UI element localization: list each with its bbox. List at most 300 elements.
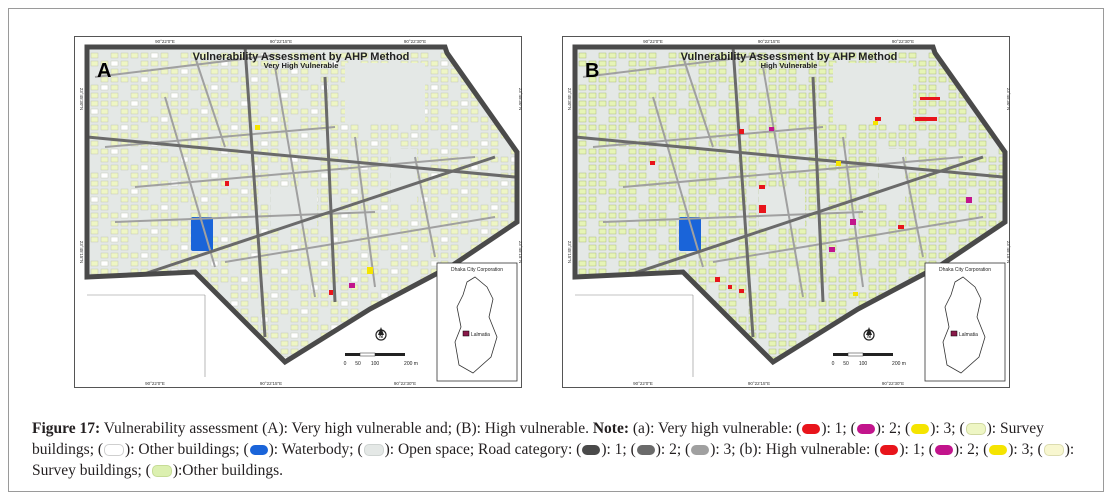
building — [659, 165, 666, 170]
building — [101, 341, 108, 346]
building — [759, 293, 766, 298]
building — [619, 181, 626, 186]
building — [999, 53, 1006, 58]
building — [211, 301, 218, 306]
inset-map — [437, 263, 517, 381]
building — [291, 309, 298, 314]
building — [201, 141, 208, 146]
building — [371, 173, 378, 178]
building — [501, 205, 508, 210]
building — [659, 85, 666, 90]
building — [979, 197, 986, 202]
tick-label: 90°22'0"E — [145, 381, 165, 386]
building — [919, 189, 926, 194]
building — [689, 205, 696, 210]
building — [579, 237, 586, 242]
building — [649, 301, 656, 306]
building — [679, 341, 686, 346]
building — [709, 349, 716, 354]
building — [959, 197, 966, 202]
building — [619, 285, 626, 290]
building — [729, 229, 736, 234]
building — [521, 149, 523, 154]
building — [301, 109, 308, 114]
building — [381, 181, 388, 186]
building — [381, 277, 388, 282]
building — [301, 309, 308, 314]
building — [441, 229, 448, 234]
building — [689, 357, 696, 362]
building — [121, 309, 128, 314]
building — [521, 293, 523, 298]
building — [151, 205, 158, 210]
building — [1009, 213, 1011, 218]
building — [161, 109, 168, 114]
building — [659, 309, 666, 314]
building — [589, 189, 596, 194]
building — [521, 341, 523, 346]
panel-letter: B — [585, 60, 600, 82]
building — [909, 173, 916, 178]
building — [909, 285, 916, 290]
building — [111, 245, 118, 250]
building — [91, 117, 98, 122]
building — [919, 213, 926, 218]
building — [629, 365, 636, 370]
building — [211, 269, 218, 274]
building — [859, 141, 866, 146]
building — [241, 341, 248, 346]
building — [101, 301, 108, 306]
vulnerable-building — [650, 161, 655, 165]
building — [879, 261, 886, 266]
building — [589, 245, 596, 250]
scale-segment — [848, 353, 863, 356]
building — [211, 341, 218, 346]
building — [261, 157, 268, 162]
north-arrow-icon — [376, 327, 386, 340]
building — [111, 77, 118, 82]
building — [719, 237, 726, 242]
building — [521, 333, 523, 338]
building — [361, 253, 368, 258]
building — [131, 93, 138, 98]
map-subtitle: High Vulnerable — [760, 61, 818, 70]
building — [271, 93, 278, 98]
building — [191, 77, 198, 82]
building — [649, 205, 656, 210]
building — [521, 205, 523, 210]
building — [151, 77, 158, 82]
building — [221, 125, 228, 130]
building — [341, 277, 348, 282]
building — [141, 245, 148, 250]
building — [401, 269, 408, 274]
building — [599, 261, 606, 266]
building — [141, 117, 148, 122]
building — [859, 133, 866, 138]
building — [659, 301, 666, 306]
building — [639, 253, 646, 258]
building — [899, 261, 906, 266]
building — [241, 365, 248, 370]
building — [261, 181, 268, 186]
building — [241, 109, 248, 114]
building — [859, 253, 866, 258]
building — [609, 125, 616, 130]
building — [899, 53, 906, 58]
vulnerable-building — [329, 290, 333, 295]
building — [749, 77, 756, 82]
building — [271, 285, 278, 290]
building — [471, 189, 478, 194]
building — [929, 253, 936, 258]
building — [639, 309, 646, 314]
building — [589, 253, 596, 258]
building — [211, 349, 218, 354]
building — [1009, 157, 1011, 162]
building — [639, 293, 646, 298]
building — [879, 365, 886, 370]
building — [869, 181, 876, 186]
building — [929, 149, 936, 154]
building — [291, 141, 298, 146]
building — [869, 149, 876, 154]
building — [759, 309, 766, 314]
building — [151, 133, 158, 138]
building — [769, 165, 776, 170]
building — [241, 229, 248, 234]
building — [111, 61, 118, 66]
building — [311, 269, 318, 274]
building — [131, 189, 138, 194]
building — [371, 125, 378, 130]
building — [101, 165, 108, 170]
building — [599, 173, 606, 178]
building — [759, 357, 766, 362]
building — [699, 277, 706, 282]
building — [949, 53, 956, 58]
building — [989, 197, 996, 202]
caption-text: ): 2; ( — [655, 441, 691, 458]
tick-label: 23°45'30"N — [518, 87, 523, 111]
building — [609, 213, 616, 218]
building — [919, 77, 926, 82]
building — [879, 213, 886, 218]
building — [789, 117, 796, 122]
inset-label: Dhaka City Corporation — [451, 267, 503, 273]
building — [291, 133, 298, 138]
building — [579, 301, 586, 306]
building — [989, 101, 996, 106]
building — [889, 221, 896, 226]
building — [619, 173, 626, 178]
building — [131, 101, 138, 106]
building — [161, 221, 168, 226]
building — [111, 93, 118, 98]
building — [461, 205, 468, 210]
building — [579, 101, 586, 106]
building — [1009, 165, 1011, 170]
building — [789, 341, 796, 346]
building — [231, 157, 238, 162]
building — [579, 309, 586, 314]
building — [421, 269, 428, 274]
swatch-open-space — [364, 444, 384, 456]
building — [121, 301, 128, 306]
building — [899, 125, 906, 130]
building — [799, 133, 806, 138]
building — [609, 229, 616, 234]
building — [321, 325, 328, 330]
building — [201, 189, 208, 194]
building — [221, 69, 228, 74]
building — [609, 157, 616, 162]
building — [251, 277, 258, 282]
building — [471, 53, 478, 58]
building — [619, 309, 626, 314]
vulnerable-building — [836, 161, 841, 166]
building — [151, 173, 158, 178]
building — [211, 69, 218, 74]
building — [241, 125, 248, 130]
swatch-high-2 — [935, 445, 953, 455]
building — [141, 189, 148, 194]
building — [689, 349, 696, 354]
building — [171, 85, 178, 90]
building — [261, 245, 268, 250]
building — [829, 133, 836, 138]
building — [659, 333, 666, 338]
building — [749, 237, 756, 242]
building — [231, 285, 238, 290]
building — [649, 189, 656, 194]
building — [579, 117, 586, 122]
building — [699, 69, 706, 74]
building — [351, 309, 358, 314]
building — [1009, 333, 1011, 338]
building — [629, 205, 636, 210]
building — [91, 109, 98, 114]
building — [201, 197, 208, 202]
building — [101, 117, 108, 122]
building — [679, 69, 686, 74]
building — [579, 365, 586, 370]
building — [779, 141, 786, 146]
tick-label: 90°22'15"E — [259, 381, 283, 386]
building — [989, 189, 996, 194]
building — [769, 341, 776, 346]
building — [689, 261, 696, 266]
building — [291, 325, 298, 330]
building — [331, 77, 338, 82]
building — [659, 277, 666, 282]
building — [141, 85, 148, 90]
building — [141, 293, 148, 298]
building — [161, 213, 168, 218]
building — [659, 197, 666, 202]
caption-text: ): 1; ( — [601, 441, 636, 458]
building — [101, 181, 108, 186]
building — [969, 205, 976, 210]
building — [679, 125, 686, 130]
building — [729, 301, 736, 306]
building — [461, 101, 468, 106]
building — [909, 141, 916, 146]
building — [131, 181, 138, 186]
building — [521, 77, 523, 82]
building — [639, 149, 646, 154]
scale-segment — [863, 353, 893, 356]
building — [629, 293, 636, 298]
building — [351, 229, 358, 234]
building — [201, 309, 208, 314]
building — [281, 301, 288, 306]
building — [181, 133, 188, 138]
building — [679, 157, 686, 162]
building — [699, 333, 706, 338]
building — [401, 325, 408, 330]
building — [511, 93, 518, 98]
building — [629, 189, 636, 194]
building — [699, 325, 706, 330]
building — [221, 157, 228, 162]
building — [609, 61, 616, 66]
building — [899, 253, 906, 258]
building — [939, 197, 946, 202]
building — [899, 237, 906, 242]
building — [401, 309, 408, 314]
building — [849, 245, 856, 250]
building — [201, 117, 208, 122]
building — [241, 165, 248, 170]
building — [969, 181, 976, 186]
building — [91, 221, 98, 226]
building — [709, 253, 716, 258]
building — [609, 109, 616, 114]
building — [729, 261, 736, 266]
building — [689, 149, 696, 154]
building — [91, 357, 98, 362]
building — [271, 157, 278, 162]
building — [649, 245, 656, 250]
building — [131, 309, 138, 314]
building — [101, 325, 108, 330]
building — [121, 317, 128, 322]
building — [919, 61, 926, 66]
building — [839, 285, 846, 290]
building — [331, 317, 338, 322]
building — [221, 357, 228, 362]
building — [899, 317, 906, 322]
building — [171, 245, 178, 250]
building — [211, 197, 218, 202]
building — [511, 53, 518, 58]
building — [331, 341, 338, 346]
building — [669, 69, 676, 74]
map-panel-a — [74, 36, 522, 388]
building — [191, 333, 198, 338]
building — [749, 125, 756, 130]
building — [381, 141, 388, 146]
building — [609, 101, 616, 106]
building — [341, 245, 348, 250]
building — [769, 365, 776, 370]
building — [431, 69, 438, 74]
building — [639, 333, 646, 338]
building — [779, 261, 786, 266]
building — [501, 189, 508, 194]
building — [799, 173, 806, 178]
building — [709, 269, 716, 274]
building — [101, 85, 108, 90]
building — [599, 317, 606, 322]
building — [579, 285, 586, 290]
vulnerable-building — [367, 267, 373, 274]
building — [311, 261, 318, 266]
building — [679, 301, 686, 306]
building — [171, 365, 178, 370]
building — [411, 125, 418, 130]
building — [261, 117, 268, 122]
building — [809, 181, 816, 186]
building — [411, 317, 418, 322]
building — [161, 301, 168, 306]
building — [819, 365, 826, 370]
building — [669, 85, 676, 90]
building — [589, 341, 596, 346]
building — [471, 229, 478, 234]
building — [579, 349, 586, 354]
building — [659, 253, 666, 258]
building — [599, 325, 606, 330]
building — [511, 253, 518, 258]
building — [599, 253, 606, 258]
building — [969, 149, 976, 154]
building — [849, 333, 856, 338]
building — [679, 133, 686, 138]
building — [579, 357, 586, 362]
building — [161, 229, 168, 234]
swatch-very-high-1 — [802, 424, 820, 434]
building — [251, 245, 258, 250]
building — [191, 285, 198, 290]
building — [121, 197, 128, 202]
building — [939, 133, 946, 138]
building — [709, 165, 716, 170]
building — [231, 301, 238, 306]
building — [101, 333, 108, 338]
building — [639, 325, 646, 330]
building — [829, 149, 836, 154]
building — [919, 205, 926, 210]
building — [789, 149, 796, 154]
building — [809, 301, 816, 306]
building — [171, 77, 178, 82]
building — [1009, 77, 1011, 82]
building — [201, 365, 208, 370]
building — [351, 181, 358, 186]
building — [899, 133, 906, 138]
building — [709, 77, 716, 82]
building — [1009, 149, 1011, 154]
building — [91, 141, 98, 146]
building — [739, 245, 746, 250]
building — [411, 349, 418, 354]
building — [91, 349, 98, 354]
building — [819, 77, 826, 82]
building — [909, 317, 916, 322]
